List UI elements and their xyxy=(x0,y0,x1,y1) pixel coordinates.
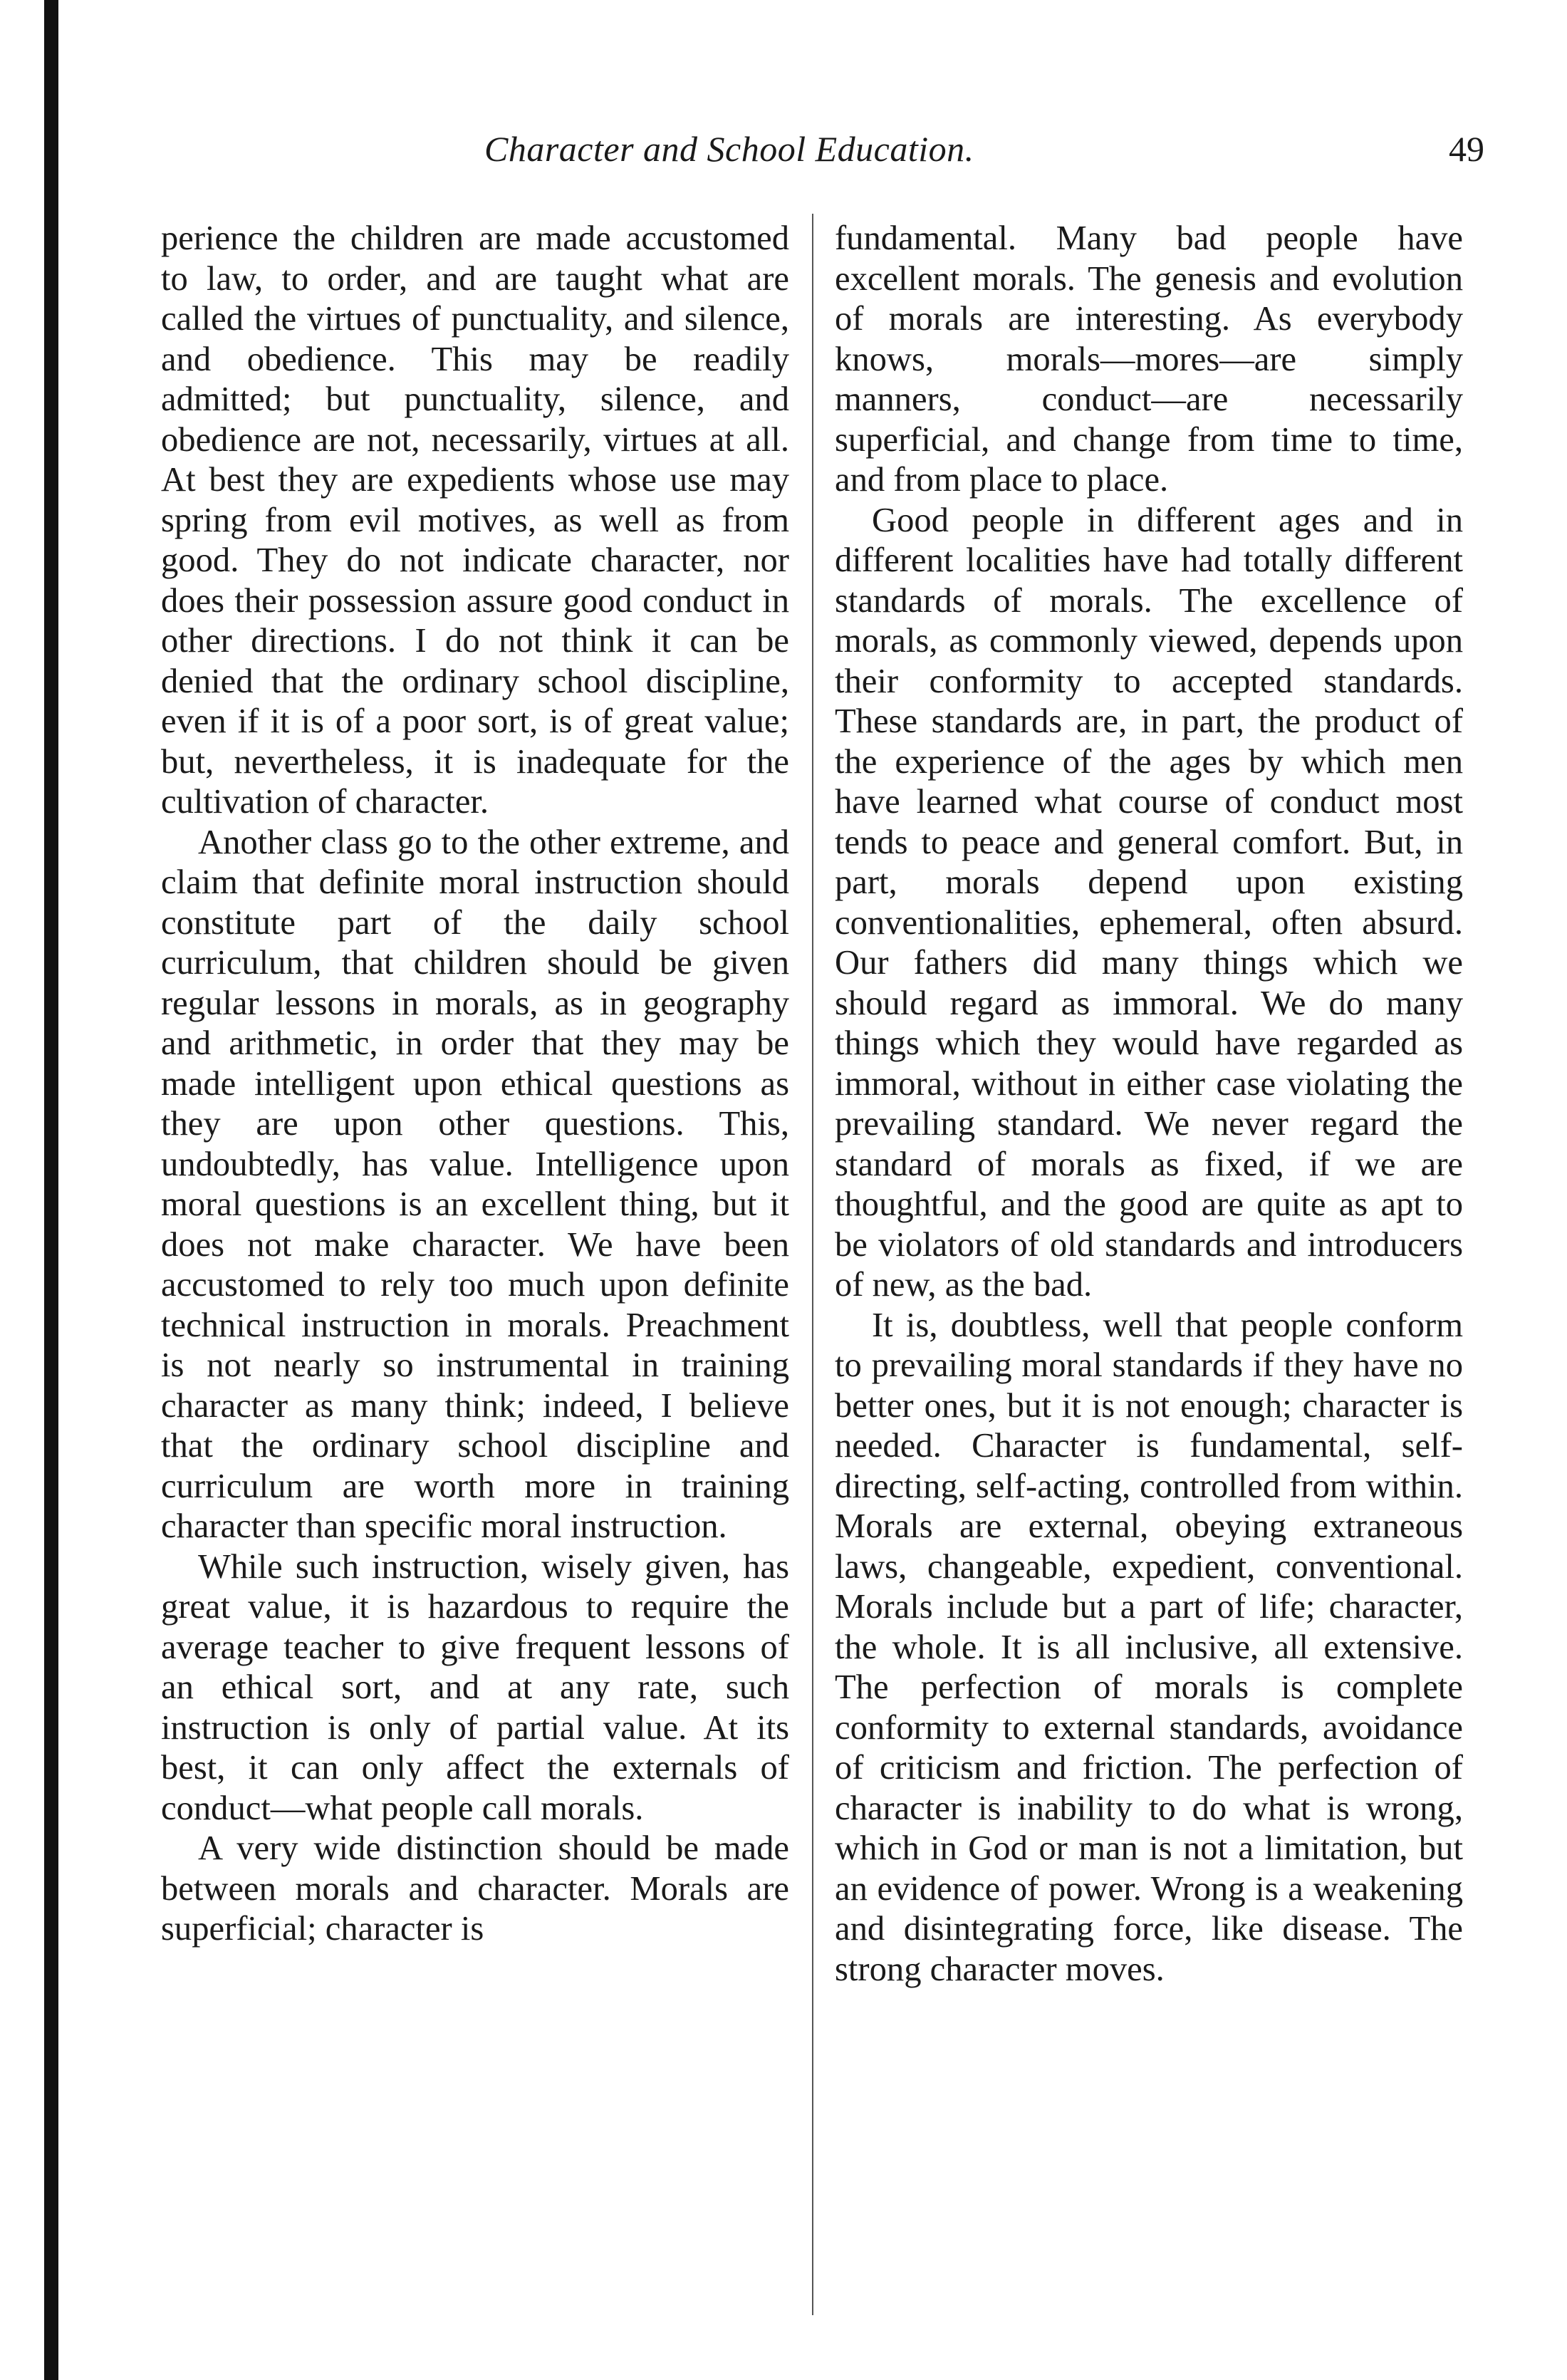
right-column xyxy=(835,218,1463,2319)
column-divider xyxy=(812,214,813,2315)
paragraph: Another class go to the other extreme, and claim that definite moral instruction should constitute part of the daily school curriculum, that children should be given regular lessons in morals, as in geography and arithmetic, in order that they may be made intelligent upon ethical questions as they are upon other questions. This, undoubtedly, has value. Intelligence upon moral questions is an excellent thing, but it does not make character. We have been accustomed to rely too much upon definite technical instruction in morals. Preachment is not nearly so instrumental in training character as many think; indeed, I believe that the ordinary school discipline and curriculum are worth more in training character than specific moral instruction. xyxy=(161,822,789,1545)
left-column xyxy=(161,218,789,2319)
page-number: 49 xyxy=(1449,129,1484,169)
page-binding-edge xyxy=(44,0,58,2380)
paragraph: perience the children are made accustomed to law, to order, and are taught what are called the virtues of punctuality, and silence, and obedience. This may be readily admitted; but punctuality, silence, and obedience are not, necessarily, virtues at all. At best they are expedients whose use may spring from evil motives, as well as from good. They do not indicate character, nor does their possession assure good conduct in other directions. I do not think it can be denied that the ordinary school discipline, even if it is of a poor sort, is of great value; but, nevertheless, it is inadequate for the cultivation of character. xyxy=(161,219,789,821)
paragraph: Good people in different ages and in different localities have had totally different standards of morals. The excellence of morals, as commonly viewed, depends upon their conformity to accepted standards. These standards are, in part, the product of the experience of the ages by which men have learned what course of conduct most tends to peace and general comfort. But, in part, morals depend upon existing conventionalities, ephemeral, often absurd. Our fathers did many things which we should regard as immoral. We do many things which they would have regarded as immoral, without in either case violating the prevailing standard. We never regard the standard of morals as fixed, if we are thoughtful, and the good are quite as apt to be violators of old standards and introducers of new, as the bad. xyxy=(835,500,1463,1304)
paragraph: fundamental. Many bad people have excellent morals. The genesis and evolution of morals are interesting. As everybody knows, morals—mores—are simply manners, conduct—are necessarily superficial, and change from time to time, and from place to place. xyxy=(835,219,1463,499)
paragraph: A very wide distinction should be made between morals and character. Morals are superficial; character is xyxy=(161,1829,789,1948)
paragraph: While such instruction, wisely given, has great value, it is hazardous to require the average teacher to give frequent lessons of an ethical sort, and at any rate, such instruction is only of partial value. At its best, it can only affect the externals of conduct—what people call morals. xyxy=(161,1547,789,1827)
page-header xyxy=(0,128,1567,178)
running-title: Character and School Education. xyxy=(484,129,974,169)
paragraph: It is, doubtless, well that people conform to prevailing moral standards if they have no better ones, but it is not enough; character is needed. Character is fundamental, self-directing, self-acting, controlled from within. Morals are external, obeying extraneous laws, changeable, expedient, conventional. Morals include but a part of life; character, the whole. It is all inclusive, all extensive. The perfection of morals is complete conformity to external standards, avoidance of criticism and friction. The perfection of character is inability to do what is wrong, which in God or man is not a limitation, but an evidence of power. Wrong is a weakening and disintegrating force, like disease. The strong character moves. xyxy=(835,1305,1463,1988)
